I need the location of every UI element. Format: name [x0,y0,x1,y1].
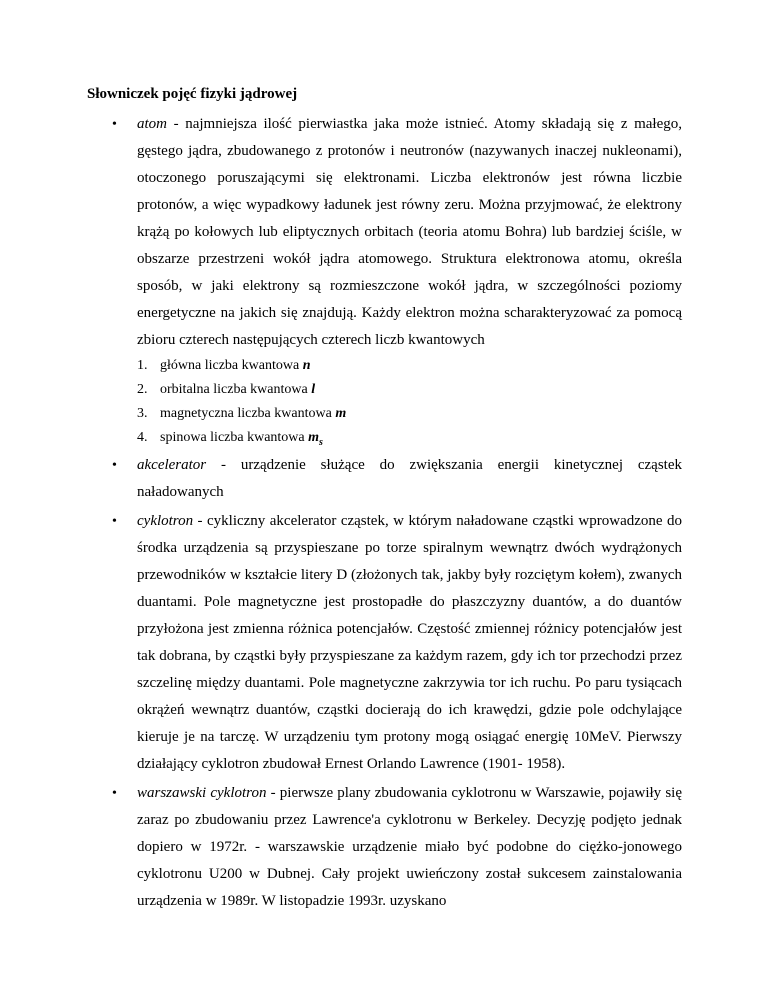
entry-definition: - urządzenie służące do zwiększania energii kinetycznej cząstek naładowanych [137,457,682,500]
list-item-label: magnetyczna liczba kwantowa [160,406,336,421]
list-item [137,378,682,402]
bullet-icon: • [112,117,117,132]
entry-term: atom [137,116,167,132]
quantum-numbers-list [137,354,682,450]
quantum-symbol [308,430,323,448]
glossary-entry-warszawski-cyklotron [0,780,682,915]
bullet-icon: • [112,458,117,473]
quantum-symbol-base: m [308,430,320,445]
entry-definition: - najmniejsza ilość pierwiastka jaka może istnieć. Atomy składają się z małego, gęstego jądra, zbudowanego z protonów i neutronów (nazywanych inaczej nukleonami), otoczonego poruszającymi się elektronami. Liczba elektronów jest równa liczbie protonów, a więc wypadkowy ładunek jest równy zeru. Można przyjmować, że elektrony krążą po kołowych lub eliptycznych orbitach (teoria atomu Bohra) lub bardziej ściśle, w obszarze przestrzeni wokół jądra atomowego. Struktura elektronowa atomu, określa sposób, w jaki elektrony są rozmieszczone wokół jądra, w szczególności poziomy energetyczne na jakich się znajdują. Każdy elektron można scharakteryzować za pomocą zbioru czterech następujących czterech liczb kwantowych [137,116,682,348]
list-item [137,402,682,426]
glossary-list [0,111,768,915]
list-number: 1. [137,358,148,373]
bullet-icon: • [112,786,117,801]
list-item [137,426,682,450]
bullet-icon: • [112,514,117,529]
glossary-entry-atom [0,111,682,450]
page-title: Słowniczek pojęć fizyki jądrowej [87,86,298,102]
entry-definition: - pierwsze plany zbudowania cyklotronu w Warszawie, pojawiły się zaraz po zbudowaniu przez Lawrence'a cyklotronu w Berkeley. Decyzję podjęto jednak dopiero w 1972r. - warszawskie urządzenie miało być podobne do ciężko-jonowego cyklotronu U200 w Dubnej. Cały projekt uwieńczony został sukcesem zainstalowania urządzenia w 1989r. W listopadzie 1993r. uzyskano [137,785,682,909]
list-item-label: orbitalna liczba kwantowa [160,382,312,397]
list-item [137,354,682,378]
list-item-label: spinowa liczba kwantowa [160,430,309,445]
list-number: 4. [137,430,148,445]
quantum-symbol-subscript: s [319,436,323,448]
glossary-entry-cyklotron [0,508,682,778]
quantum-symbol: n [302,358,311,373]
list-number: 3. [137,406,148,421]
entry-term: akcelerator [137,457,207,473]
list-item-label: główna liczba kwantowa [160,358,303,373]
glossary-entry-akcelerator [0,452,682,506]
quantum-symbol: l [311,382,316,397]
quantum-symbol: m [335,406,347,421]
entry-term: cyklotron [137,513,194,529]
list-number: 2. [137,382,148,397]
entry-term: warszawski cyklotron [137,785,267,801]
entry-definition: - cykliczny akcelerator cząstek, w którym naładowane cząstki wprowadzone do środka urządzenia są przyspieszane po torze spiralnym wewnątrz dwóch wydrążonych przewodników w kształcie litery D (złożonych tak, jakby były rozciętym kołem), zwanych duantami. Pole magnetyczne jest prostopadłe do płaszczyzny duantów, a do duantów przyłożona jest zmienna różnica potencjałów. Częstość zmiennej różnicy potencjałów jest tak dobrana, by cząstki były przyspieszane za każdym razem, gdy ich tor przechodzi przez szczelinę między duantami. Pole magnetyczne zakrzywia tor ich ruchu. Po paru tysiącach okrążeń wewnątrz duantów, cząstki docierają do ich krawędzi, gdzie pole odchylające kieruje je na tarczę. W urządzeniu tym protony mogą osiągać energię 10MeV. Pierwszy działający cyklotron zbudował Ernest Orlando Lawrence (1901- 1958). [137,513,682,772]
